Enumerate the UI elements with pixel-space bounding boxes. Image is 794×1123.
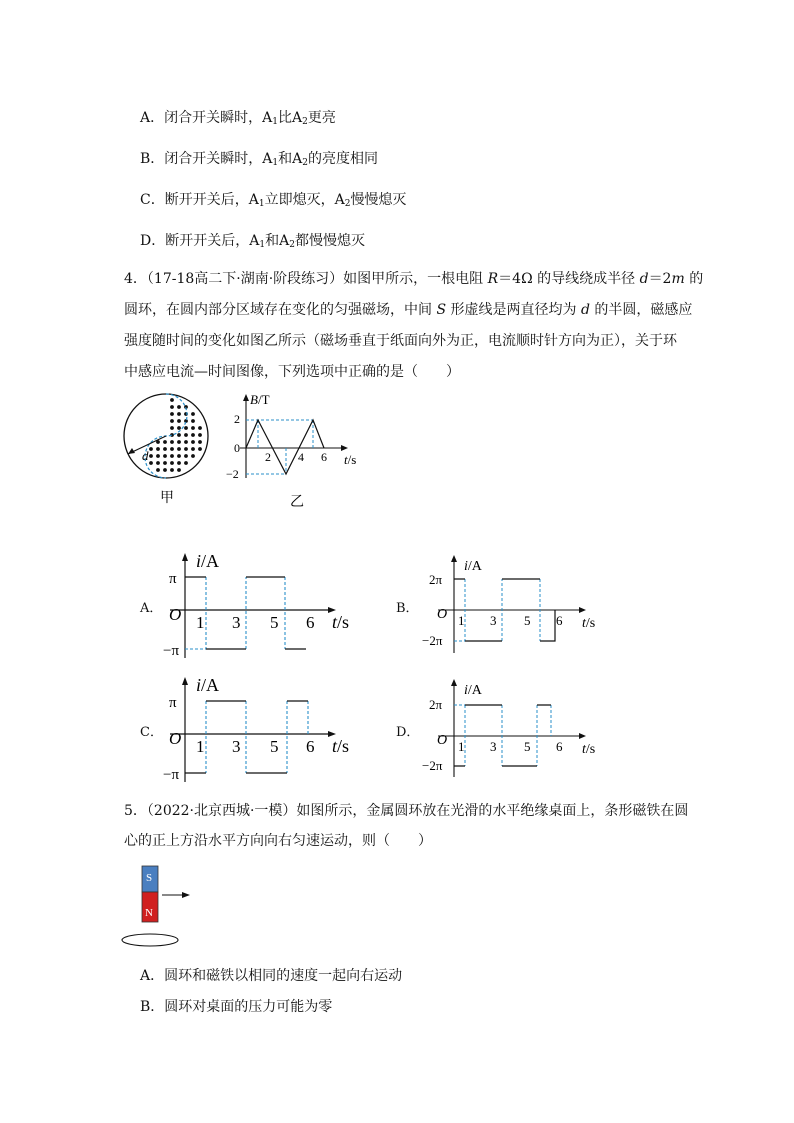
field-dot: [198, 447, 202, 451]
y-axis-label: i/A: [196, 551, 220, 571]
yi-dashed-guides: [246, 420, 313, 474]
field-dot: [170, 426, 174, 430]
figure-jia: [120, 390, 220, 510]
figure-yi-caption: 乙: [290, 495, 304, 510]
field-dot: [170, 412, 174, 416]
field-dot: [191, 419, 195, 423]
origin-label: O: [169, 605, 182, 624]
q4-option-d-letter: D．: [396, 725, 420, 740]
q4-stem-line3: 强度随时间的变化如图乙所示（磁场垂直于纸面向外为正，电流顺时针方向为正），关于环: [124, 333, 677, 349]
radius-label: d: [142, 448, 149, 463]
yi-tick-x4: 4: [298, 450, 304, 464]
field-dot: [170, 419, 174, 423]
magnet-n-label: N: [145, 907, 153, 919]
tick-x5: 5: [524, 613, 531, 628]
field-dot: [163, 468, 167, 472]
tick-x6: 6: [556, 613, 563, 628]
tick-y-pos: π: [169, 571, 177, 587]
figure-yi: [222, 394, 372, 509]
field-dot: [184, 433, 188, 437]
field-dot: [191, 433, 195, 437]
yi-tick-y-pos: 2: [234, 412, 240, 426]
field-dot: [198, 426, 202, 430]
tick-x5: 5: [270, 737, 279, 756]
origin-label: O: [437, 733, 448, 748]
figure-jia-caption: 甲: [160, 491, 174, 506]
q5-stem-line2: 心的正上方沿水平方向向右匀速运动，则（ ）: [124, 833, 432, 849]
field-dot: [149, 461, 153, 465]
field-dot: [177, 426, 181, 430]
field-dot: [191, 412, 195, 416]
tick-x1: 1: [196, 737, 205, 756]
q3-option-b: B．闭合开关瞬时，$A_1$和$A_2$的亮度相同: [140, 151, 379, 168]
q4-option-b-letter: B．: [396, 601, 419, 616]
tick-x6: 6: [556, 739, 563, 754]
yi-tick-x2: 2: [265, 450, 271, 464]
q5-option-b: B．圆环对桌面的压力可能为零: [140, 999, 333, 1015]
q4-stem-line4: 中感应电流—时间图像，下列选项中正确的是（ ）: [124, 364, 460, 380]
yi-x-label: t/s: [344, 452, 357, 467]
field-dot: [177, 447, 181, 451]
tick-y-pos: π: [169, 695, 177, 711]
q4-option-c-letter: C．: [140, 725, 163, 740]
field-dot: [184, 461, 188, 465]
field-dot: [163, 454, 167, 458]
yi-y-arrow-icon: [243, 394, 249, 401]
field-dot: [170, 447, 174, 451]
field-dot: [184, 454, 188, 458]
tick-y-neg: −π: [163, 767, 180, 783]
yi-tick-y-neg: −2: [226, 467, 239, 481]
x-axis-label: t/s: [332, 736, 350, 756]
tick-y-pos: 2π: [429, 697, 443, 712]
field-dot: [163, 440, 167, 444]
tick-x6: 6: [306, 613, 315, 632]
field-dot: [163, 447, 167, 451]
x-axis-label: t/s: [582, 616, 596, 631]
x-axis-label: t/s: [332, 612, 350, 632]
field-dot: [170, 468, 174, 472]
field-dot: [156, 447, 160, 451]
field-dot: [156, 461, 160, 465]
field-dot: [184, 426, 188, 430]
q3-option-d: D．断开开关后，$A_1$和$A_2$都慢慢熄灭: [140, 233, 365, 250]
x-arrow-icon: [579, 607, 586, 613]
tick-x1: 1: [196, 613, 205, 632]
field-dot: [170, 405, 174, 409]
yi-x-arrow-icon: [341, 445, 348, 451]
field-dot: [156, 468, 160, 472]
field-dot: [191, 440, 195, 444]
y-arrow-icon: [451, 555, 457, 562]
q4-stem-line1: 4．（17-18高二下·湖南·阶段练习）如图甲所示，一根电阻 R＝4Ω 的导线绕成半径 d＝2m 的: [124, 271, 704, 287]
field-dot: [184, 447, 188, 451]
q4-option-a-graph: [160, 550, 360, 665]
yi-y-label: B/T: [250, 392, 270, 407]
field-dot: [170, 454, 174, 458]
field-dot: [177, 461, 181, 465]
tick-y-neg: −2π: [422, 633, 443, 648]
field-dot: [191, 447, 195, 451]
field-dot: [177, 419, 181, 423]
q4-option-d-graph: [420, 674, 610, 789]
tick-x1: 1: [458, 739, 465, 754]
field-dot: [191, 426, 195, 430]
y-axis-label: i/A: [196, 675, 220, 695]
tick-x5: 5: [270, 613, 279, 632]
tick-x3: 3: [232, 737, 241, 756]
field-dot: [177, 433, 181, 437]
field-dot: [177, 454, 181, 458]
tick-y-neg: −2π: [422, 758, 443, 773]
tick-x6: 6: [306, 737, 315, 756]
field-dot: [198, 433, 202, 437]
q4-option-a-letter: A．: [140, 601, 163, 616]
y-arrow-icon: [182, 677, 188, 685]
q4-option-c-graph: [160, 672, 360, 787]
q4-stem-line2: 圆环，在圆内部分区域存在变化的匀强磁场，中间 S 形虚线是两直径均为 d 的半圆，磁感应: [124, 302, 693, 318]
magnetic-field-dots: [149, 398, 202, 472]
y-arrow-icon: [451, 679, 457, 686]
magnet-s-label: S: [146, 872, 153, 884]
x-axis-label: t/s: [582, 742, 596, 757]
y-axis-label: i/A: [464, 683, 482, 698]
tick-x1: 1: [458, 613, 465, 628]
field-dot: [191, 454, 195, 458]
origin-label: O: [437, 607, 448, 622]
q5-stem-line1: 5．（2022·北京西城·一模）如图所示，金属圆环放在光滑的水平绝缘桌面上，条形磁铁在圆: [124, 803, 689, 819]
q3-option-a: A．闭合开关瞬时，$A_1$比$A_2$更亮: [140, 110, 336, 127]
q4-option-b-graph: [420, 550, 610, 665]
yi-tick-y-zero: 0: [234, 441, 240, 455]
tick-y-neg: −π: [163, 643, 180, 659]
q5-option-a: A．圆环和磁铁以相同的速度一起向右运动: [140, 968, 403, 984]
y-arrow-icon: [182, 553, 188, 561]
tick-x5: 5: [524, 739, 531, 754]
field-dot: [198, 440, 202, 444]
origin-label: O: [169, 729, 182, 748]
field-dot: [177, 412, 181, 416]
q5-figure: [118, 864, 208, 954]
tick-x3: 3: [490, 739, 497, 754]
field-dot: [149, 447, 153, 451]
tick-x3: 3: [490, 613, 497, 628]
yi-tick-x6: 6: [321, 450, 327, 464]
field-dot: [163, 461, 167, 465]
x-arrow-icon: [579, 733, 586, 739]
q3-option-c: C．断开开关后，$A_1$立即熄灭，$A_2$慢慢熄灭: [140, 192, 407, 209]
tick-x3: 3: [232, 613, 241, 632]
field-dot: [149, 454, 153, 458]
field-dot: [177, 405, 181, 409]
field-dot: [177, 468, 181, 472]
y-axis-label: i/A: [464, 559, 482, 574]
field-dot: [184, 440, 188, 444]
tick-y-pos: 2π: [429, 572, 443, 587]
metal-ring: [122, 934, 178, 946]
field-dot: [177, 440, 181, 444]
field-dot: [170, 440, 174, 444]
field-dot: [170, 398, 174, 402]
velocity-arrow-icon: [182, 892, 190, 898]
field-dot: [156, 454, 160, 458]
field-dot: [170, 461, 174, 465]
